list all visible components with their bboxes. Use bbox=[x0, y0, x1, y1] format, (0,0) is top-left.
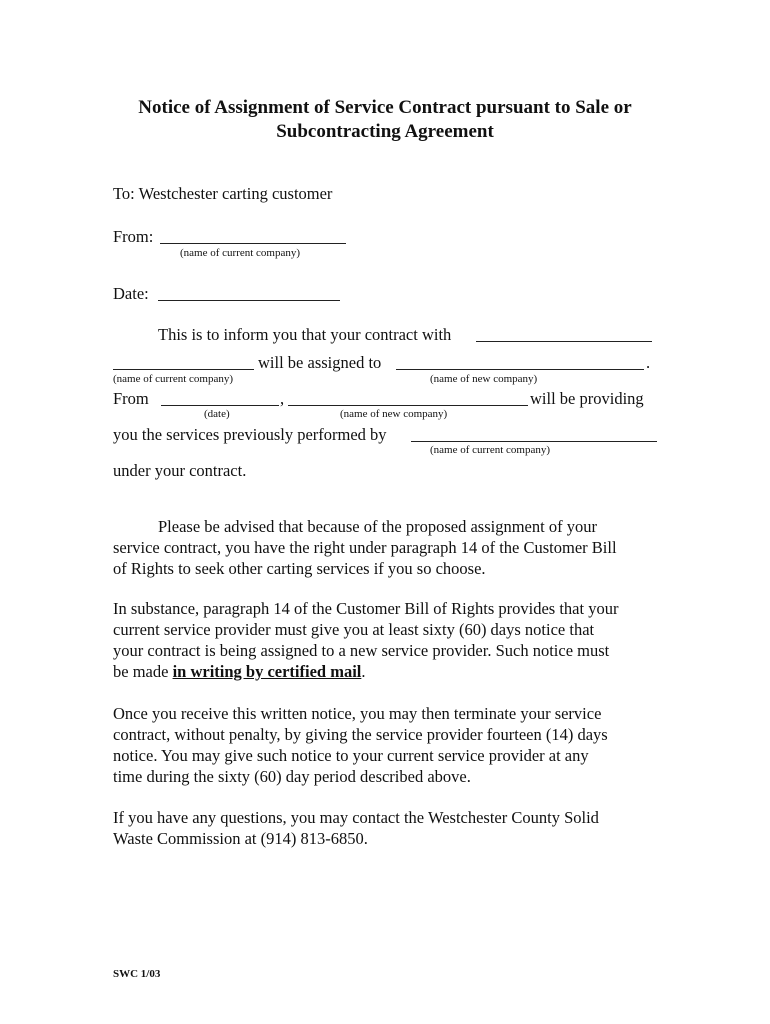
date-blank[interactable] bbox=[158, 300, 340, 301]
under-contract-text: under your contract. bbox=[113, 461, 247, 480]
paragraph-line: of Rights to seek other carting services if you so choose. bbox=[113, 559, 486, 578]
date-assign-blank[interactable] bbox=[161, 405, 279, 406]
paragraph-line: service contract, you have the right under paragraph 14 of the Customer Bill bbox=[113, 538, 617, 557]
paragraph-right-to-seek bbox=[113, 516, 673, 579]
paragraph-line: contract, without penalty, by giving the service provider fourteen (14) days bbox=[113, 725, 608, 744]
current-company-blank[interactable] bbox=[113, 369, 254, 370]
text-prefix: be made bbox=[113, 662, 173, 681]
paragraph-line: Waste Commission at (914) 813-6850. bbox=[113, 829, 368, 848]
paragraph-terminate bbox=[113, 703, 673, 787]
new-company-blank[interactable] bbox=[396, 369, 644, 370]
assignment-intro: This is to inform you that your contract with bbox=[158, 325, 452, 344]
document-title-line-2: Subcontracting Agreement bbox=[276, 121, 494, 142]
paragraph-line: If you have any questions, you may contact the Westchester County Solid bbox=[113, 808, 599, 827]
caption-date: (date) bbox=[204, 408, 230, 420]
period-text: . bbox=[646, 353, 651, 372]
contract-with-blank[interactable] bbox=[476, 341, 652, 342]
document-title-line-1: Notice of Assignment of Service Contract pursuant to Sale or bbox=[138, 97, 632, 118]
form-id: SWC 1/03 bbox=[113, 968, 161, 980]
caption-new-company: (name of new company) bbox=[430, 373, 538, 385]
from-blank[interactable] bbox=[160, 243, 346, 244]
services-line: you the services previously performed by bbox=[113, 425, 387, 444]
caption-new-company-2: (name of new company) bbox=[340, 408, 448, 420]
caption-current-company: (name of current company) bbox=[113, 373, 234, 385]
new-company-blank-2[interactable] bbox=[288, 405, 528, 406]
paragraph-line: In substance, paragraph 14 of the Customer Bill of Rights provides that your bbox=[113, 599, 619, 618]
comma-text: , bbox=[280, 389, 285, 408]
paragraph-substance bbox=[113, 598, 673, 682]
from-caption: (name of current company) bbox=[180, 247, 301, 259]
paragraph-line: time during the sixty (60) day period described above. bbox=[113, 767, 471, 786]
previous-company-blank[interactable] bbox=[411, 441, 657, 442]
date-label: Date: bbox=[113, 284, 149, 303]
paragraph-line-last bbox=[113, 661, 673, 682]
paragraph-line: Please be advised that because of the proposed assignment of your bbox=[158, 517, 597, 536]
paragraph-line: your contract is being assigned to a new service provider. Such notice must bbox=[113, 641, 610, 660]
from-label: From: bbox=[113, 227, 154, 246]
text-suffix: . bbox=[361, 662, 366, 681]
paragraph-line: current service provider must give you at least sixty (60) days notice that bbox=[113, 620, 595, 639]
paragraph-line: notice. You may give such notice to your current service provider at any bbox=[113, 746, 589, 765]
paragraph-contact bbox=[113, 807, 673, 849]
paragraph-line: Once you receive this written notice, you may then terminate your service bbox=[113, 704, 602, 723]
to-line: To: Westchester carting customer bbox=[113, 184, 333, 203]
certified-mail-emphasis: in writing by certified mail bbox=[172, 662, 362, 681]
caption-current-company-2: (name of current company) bbox=[430, 444, 551, 456]
will-be-assigned-text: will be assigned to bbox=[258, 353, 382, 372]
from-word: From bbox=[113, 389, 149, 408]
will-be-providing-text: will be providing bbox=[530, 389, 644, 408]
